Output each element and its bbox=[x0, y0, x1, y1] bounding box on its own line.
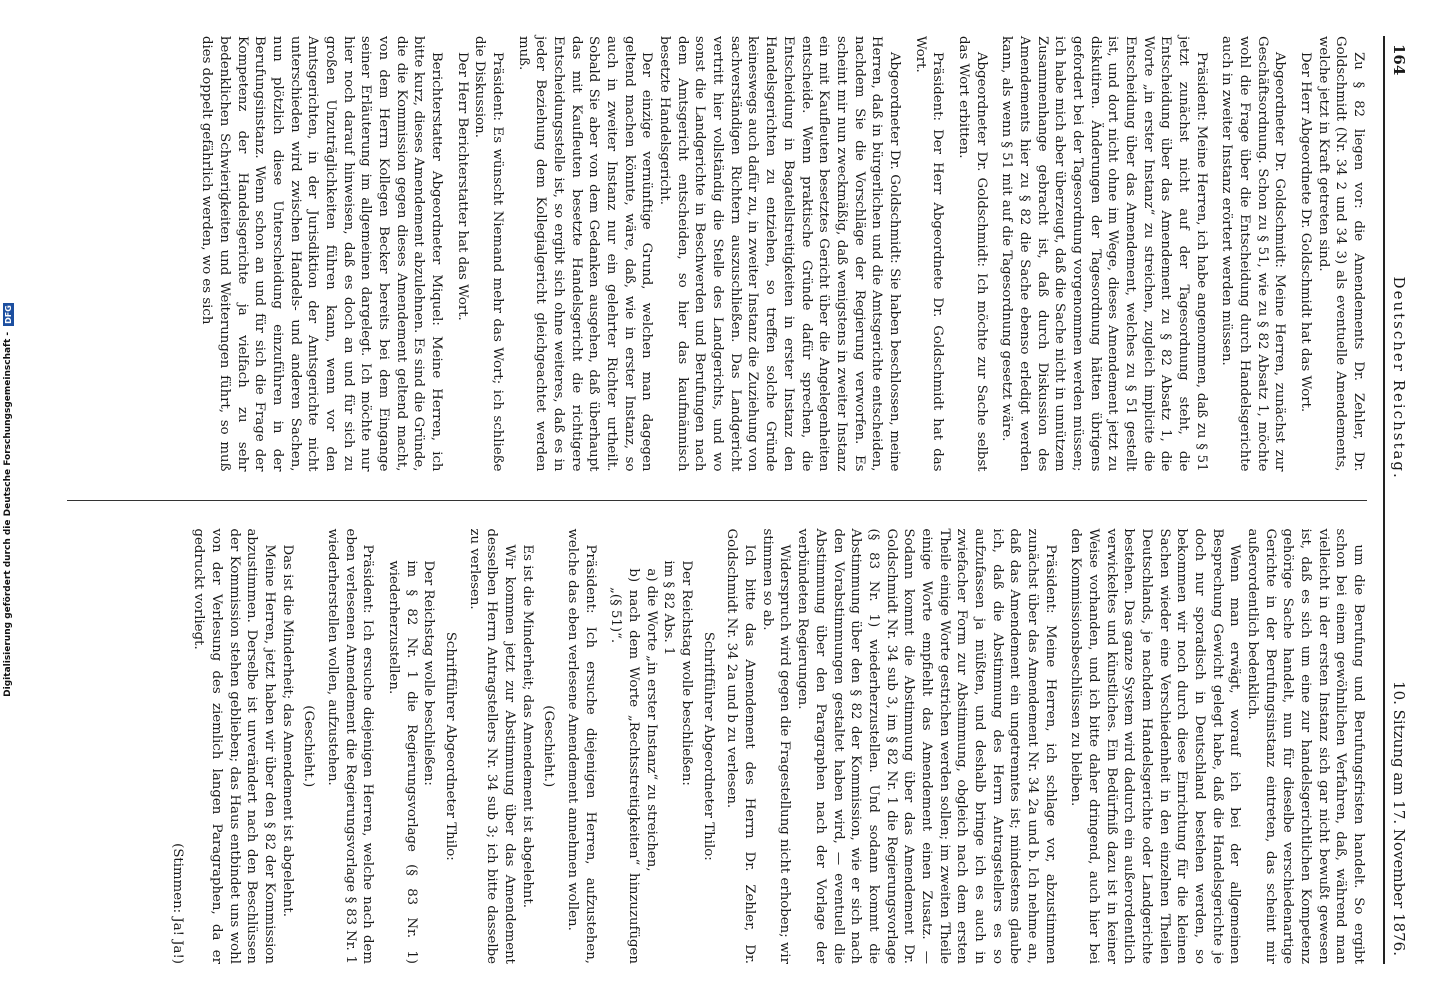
stage-direction: (Geschieht.) bbox=[541, 705, 557, 788]
paragraph: Das ist die Minderheit; das Amendement ist abgelehnt. bbox=[279, 544, 295, 917]
paragraph: Abgeordneter Dr. Goldschmidt: Ich möchte zur Sache selbst das Wort erbitten. bbox=[955, 36, 989, 472]
stage-direction: (Geschieht.) bbox=[301, 705, 317, 788]
paragraph: Der Reichstag wolle beschließen: bbox=[679, 560, 695, 786]
dfg-logo: DFG bbox=[3, 305, 13, 324]
paragraph: Präsident: Meine Herren, ich habe angenommen, daß zu § 51 jetzt zunächst nicht auf der Tagesordnung steht, die Entscheidung über das Amendement zu § 82 Absatz 1, die Worte „in erster Instanz“ zu streichen, zugleich implicite die Entscheidung über das Amendement, welches zu § 51 gestellt ist, und dort nicht ohne im Wege, dieses Amendement jetzt zu diskutiren. Änderungen der Tagesordnung hätten übrigens gefordert bei der Tagesordnung vorgenommen werden müssen; ich habe mich aber überzeugt, daß die Sache nicht in unnützem Zusammenhange gebracht ist, daß durch Diskussion des Amendements hier zu § 82 die Sache ebenso erledigt werden kann, als wenn § 51 mit auf die Tagesordnung gesetzt wäre. bbox=[999, 36, 1209, 472]
paragraph: um die Berufung und Berufungsfristen handelt. So ergibt schon bei einem gewöhnlichen Verfahren, daß, während man vielleicht in der ersten Instanz sich gar nicht bewußt gewesen ist, daß es sich um eine zur handelsgerichtlichen Kompetenz gehörige Sache handelt, nun für dieselbe verschiedenartige Gerichte in der Berufungsinstanz eintreten, das scheint mir außerordentlich bedenklich. bbox=[1244, 528, 1366, 964]
rotated-page bbox=[36, 0, 1428, 1000]
paragraph: Abgeordneter Dr. Goldschmidt: Sie haben beschlossen, meine Herren, daß in bürgerlichen und die Amtsgerichte entscheiden, nachdem Sie die Vorschläge der Regierung verworfen. Es scheint mir nun zweckmäßig, daß wenigstens in zweiter Instanz ein mit Kaufleuten besetztes Gericht über die Angelegenheiten entscheide. Wenn praktische Gründe dafür sprechen, die Entscheidung in Bagatellstreitigkeiten in erster Instanz den Handelsgerichten zu entziehen, so treffen solche Gründe keineswegs auch dafür zu, in zweiter Instanz die Zuziehung von sachverständigen Richtern auszuschließen. Das Landgericht vertritt hier vollständig die Stelle des Landgerichts, und wo sonst die Landgerichte in Beschwerden und Berufungen nach dem Amtsgericht entscheiden, so hier das kaufmännisch besetzte Handelsgericht. bbox=[657, 36, 902, 472]
list-item: b) nach dem Worte „Rechtsstreitigkeiten“ hinzuzufügen „(§ 51)“. bbox=[608, 568, 642, 964]
paragraph: Präsident: Meine Herren, ich schlage vor, abzustimmen zunächst über das Amendement Nr. 34 2a und b. Ich nehme an, daß das Amendement ein ungetrenntes ist; mindestens glaube ich, daß die Abstimmung des Herrn Antragstellers es so aufzufassen ja müßten, und deshalb bringe ich es auch in zwiefacher Form zur Abstimmung, obgleich nach dem ersten Theile einige Worte gestrichen werden sollen; im zweiten Theile einige Worte empfiehlt das Amendement einen Zusatz. — Sodann kommt die Abstimmung über das Amendement Dr. Goldschmidt Nr. 34 sub 3, im § 82 Nr. 1 die Regierungsvorlage (§ 83 Nr. 1) wiederherzustellen. Und sodann kommt die Abstimmung über den § 82 der Kommission, wie er sich nach den Vorabstimmungen gestaltet haben wird, — eventuell die Abstimmung über den Paragraphen nach der Vorlage der verbündeten Regierungen. bbox=[795, 528, 1058, 964]
paragraph: Zu § 82 liegen vor: die Amendements Dr. Zehler, Dr. Goldschmidt (Nr. 34 2 und 34 3) als eventuelle Amendements, welche jetzt in Kraft getreten sind. bbox=[1315, 36, 1366, 472]
column-divider bbox=[67, 500, 1367, 501]
paragraph: Ich bitte das Amendement des Herrn Dr. Zehler, Dr. Goldschmidt Nr. 34 2a und b zu verlesen. bbox=[724, 528, 758, 964]
left-column bbox=[67, 36, 1367, 472]
paragraph: Meine Herren, jetzt haben wir über den § 82 der Kommission abzustimmen. Derselbe ist unverändert nach den Beschlüssen der Kommission stehen geblieben; das Haus entbindet uns wohl von der Verlesung des ziemlich langen Paragraphen, da er gedruckt vorliegt. bbox=[191, 528, 278, 964]
paragraph: im § 82 Abs. 1 bbox=[661, 560, 677, 656]
paragraph: im § 82 Nr. 1 die Regierungsvorlage (§ 83 Nr. 1) wiederherzustellen. bbox=[386, 560, 419, 964]
paragraph: Der Herr Berichterstatter hat das Wort. bbox=[454, 51, 470, 321]
scanned-page bbox=[36, 0, 1428, 1000]
paragraph: Präsident: Ich ersuche diejenigen Herren, welche nach dem eben verlesenen Amendement die Regierungsvorlage § 83 Nr. 1 wiederherstellen wollen, aufzustehen. bbox=[325, 528, 376, 964]
speaker-line: Schriftführer Abgeordneter Thilo: bbox=[700, 631, 716, 861]
stage-direction: (Stimmen: Ja! Ja!) bbox=[169, 843, 185, 964]
page-body bbox=[67, 36, 1383, 964]
paragraph: Präsident: Es wünscht Niemand mehr das Wort; ich schließe die Diskussion. bbox=[472, 36, 506, 472]
paragraph: Abgeordneter Dr. Goldschmidt: Meine Herren, zunächst zur Geschäftsordnung. Schon zu § 51, wie zu § 82 Absatz 1, möchte wohl die Frage über die Entscheidung durch Handelsgerichte auch in zweiter Instanz erörtert werden müssen. bbox=[1219, 36, 1288, 472]
paragraph: Präsident: Ich ersuche diejenigen Herren, aufzustehen, welche das eben verlesene Amendement annehmen wollen. bbox=[565, 528, 598, 964]
paragraph: Der Reichstag wolle beschließen: bbox=[421, 560, 437, 786]
paragraph: Es ist die Minderheit; das Amendement ist abgelehnt. bbox=[519, 544, 535, 909]
digitization-notice-text: Digitalisierung gefördert durch die Deutsche Forschungsgemeinschaft - bbox=[3, 331, 13, 697]
paragraph: Präsident: Der Herr Abgeordnete Dr. Goldschmidt hat das Wort. bbox=[912, 36, 946, 472]
right-column bbox=[67, 529, 1367, 965]
page-number: 164 bbox=[1390, 44, 1408, 76]
paragraph: Wenn man erwägt, worauf ich bei der allgemeinen Besprechung Gewicht gelegt habe, daß die Handelsgerichte je doch nur sporadisch in Deutschland bestehen werden, so bekommen wir noch durch diese Einrichtung für die kleinen Sachen wieder eine Verschiedenheit in den einzelnen Theilen Deutschlands, je nachdem Handelsgerichte oder Landgerichte bestehen. Das ganze System wird dadurch ein außerordentlich verwickeltes und künstliches. Ein Bedürfniß dazu ist in keiner Weise vorhanden, und ich bitte daher dringend, auch hier bei den Kommissionsbeschlüssen zu bleiben. bbox=[1068, 528, 1243, 964]
paragraph: Wir kommen jetzt zur Abstimmung über das Amendement desselben Herrn Antragstellers Nr. 34 sub 3; ich bitte dasselbe zu verlesen. bbox=[466, 528, 518, 964]
paragraph: Widerspruch wird gegen die Fragestellung nicht erhoben; wir stimmen so ab. bbox=[759, 528, 793, 964]
page-title: Deutscher Reichstag. bbox=[1390, 276, 1408, 480]
list-item: a) die Worte „in erster Instanz“ zu streichen, bbox=[643, 568, 659, 872]
digitization-notice bbox=[0, 0, 16, 1000]
session-info: 10. Sitzung am 17. November 1876. bbox=[1390, 681, 1408, 956]
paragraph: Berichterstatter Abgeordneter Miquel: Meine Herren, ich bitte kurz, dieses Amendement abzulehnen. Es sind die Gründe, die die Kommission gegen dieses Amendement geltend macht, von dem Herrn Kollegen Becker bereits bei dem Eingange seiner Erläuterung im allgemeinen dargelegt. Ich möchte nur hier noch darauf hinweisen, daß es doch an und für sich zu großen Unzuträglichkeiten führen kann, wenn vor den Amtsgerichten, in der Jurisdiktion der Amtsgerichte nicht unterschieden wird zwischen Handels- und anderen Sachen, nun plötzlich diese Unterscheidung einzuführen in der Berufungsinstanz. Wenn schon an und für sich die Frage der Kompetenz der Handelsgerichte ja vielfach zu sehr bedenklichen Schwierigkeiten und Weiterungen führt, so muß dies doppelt gefährlich werden, wo es sich bbox=[199, 36, 445, 472]
speaker-line: Schriftführer Abgeordneter Thilo: bbox=[443, 631, 459, 861]
paragraph: Der einzige vernünftige Grund, welchen man dagegen geltend machen könnte, wäre, daß, wie in erster Instanz, so auch in zweiter Instanz nur ein gelehrter Richter urtheilt. Sobald Sie aber von dem Gedanken ausgehen, daß überhaupt das mit Kaufleuten besetzte Handelsgericht die richtigere Entscheidungsstelle ist, so ergibt sich ohne weiteres, daß es in jeder Beziehung dem Kollegialgericht gleichgeachtet werden muß. bbox=[515, 36, 655, 472]
paragraph: Der Herr Abgeordnete Dr. Goldschmidt hat das Wort. bbox=[1297, 51, 1313, 413]
page-header bbox=[1383, 36, 1408, 964]
